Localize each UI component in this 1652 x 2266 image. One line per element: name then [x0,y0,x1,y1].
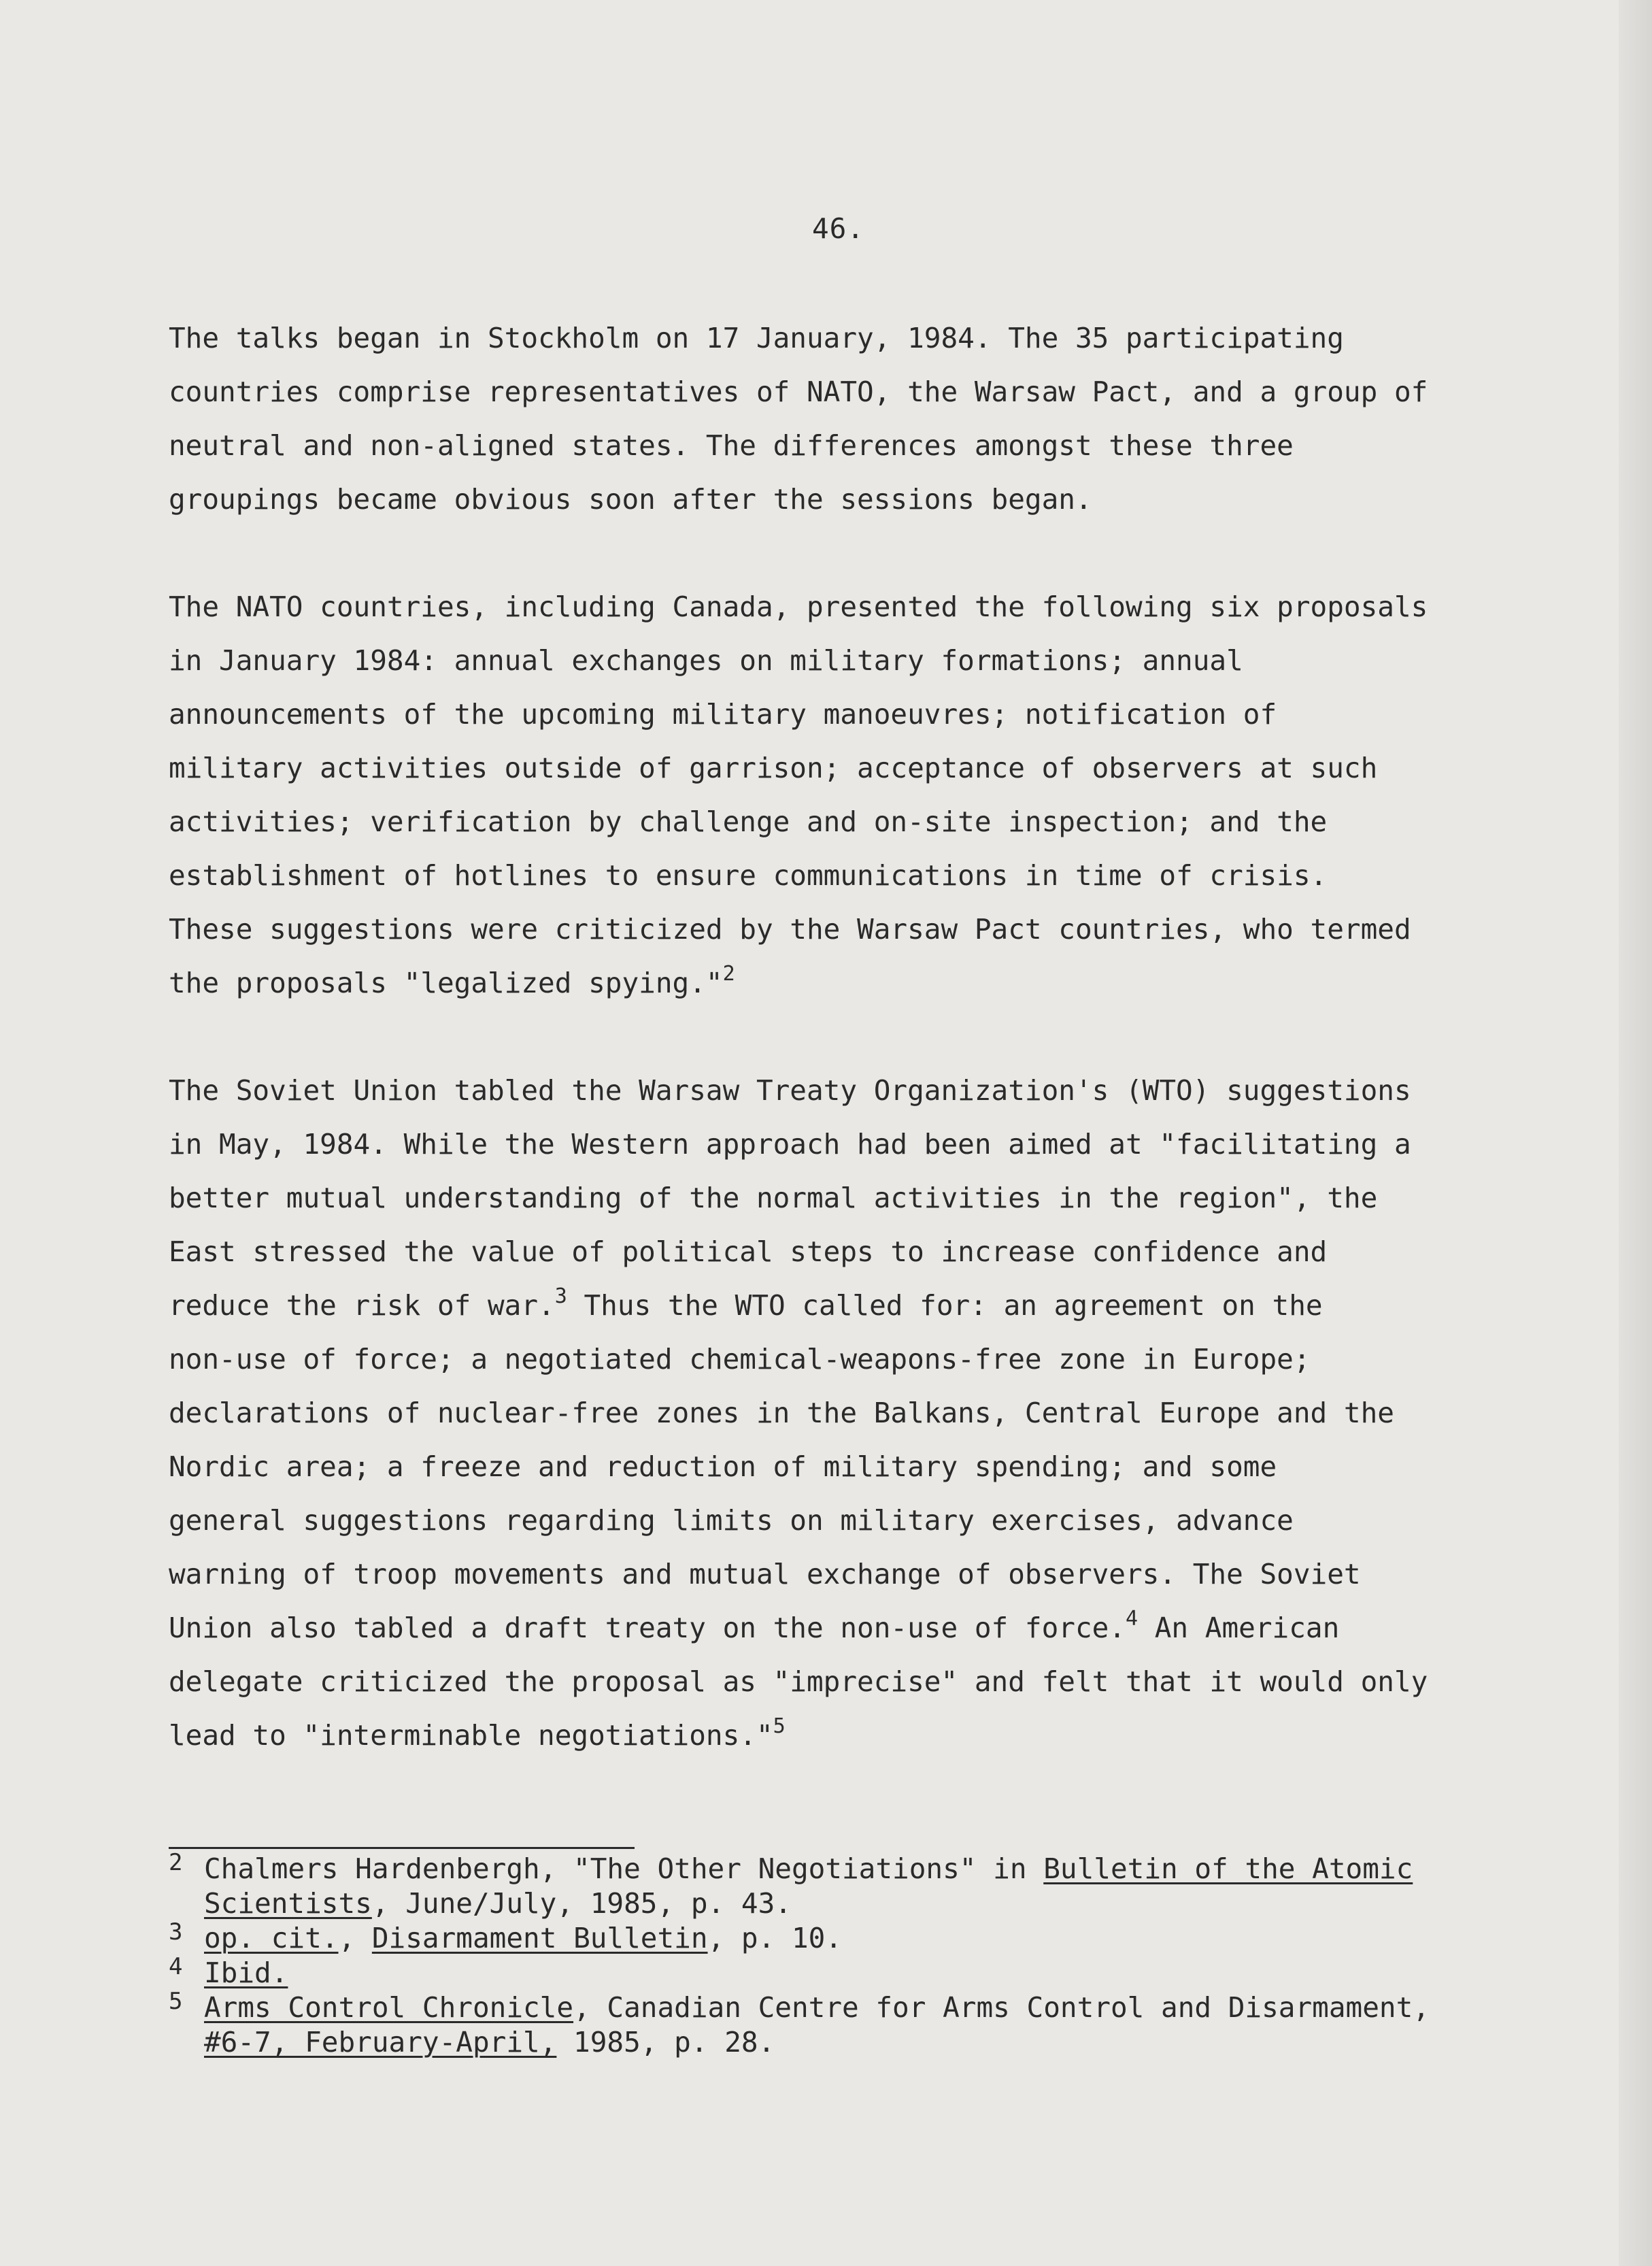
footnote-title: Bulletin of the Atomic [1043,1852,1413,1885]
paragraph-2 [169,580,1428,1010]
page-number: 46. [812,212,865,245]
text-line [169,1279,1428,1333]
text-line: The Soviet Union tabled the Warsaw Treaty Organization's (WTO) suggestions [169,1074,1411,1107]
text-line: activities; verification by challenge and on-site inspection; and the [169,805,1328,838]
text-segment: Thus the WTO called for: an agreement on the [567,1289,1323,1322]
text-line: declarations of nuclear-free zones in the Balkans, Central Europe and the [169,1397,1394,1429]
text-line: countries comprise representatives of NATO, the Warsaw Pact, and a group of [169,376,1428,408]
text-line: non-use of force; a negotiated chemical-weapons-free zone in Europe; [169,1343,1311,1376]
text-line: announcements of the upcoming military manoeuvres; notification of [169,698,1277,731]
footnote-text: Chalmers Hardenbergh, "The Other Negotiations" in [204,1852,1044,1885]
footnote-4: 4 Ibid. [169,1953,288,1989]
footnote-title: Arms Control Chronicle [204,1991,574,2024]
footnote-5-cont [169,2025,1583,2060]
footnote-3: 3 op. cit., Disarmament Bulletin, p. 10. [169,1918,843,1954]
text-line: These suggestions were criticized by the Warsaw Pact countries, who termed [169,913,1411,946]
text-line: better mutual understanding of the normal activities in the region", the [169,1182,1378,1214]
footnote-ref-3: 3 [554,1284,567,1308]
text-line: general suggestions regarding limits on military exercises, advance [169,1504,1294,1537]
text-line: in May, 1984. While the Western approach had been aimed at "facilitating a [169,1128,1411,1161]
text-segment: lead to "interminable negotiations." [169,1719,773,1752]
text-line: military activities outside of garrison; acceptance of observers at such [169,752,1378,784]
text-line: neutral and non-aligned states. The differences amongst these three [169,429,1294,462]
footnote-5: 5 Arms Control Chronicle, Canadian Centre for Arms Control and Disarmament, [169,1988,1430,2024]
text-segment: reduce the risk of war. [169,1289,555,1322]
text-line [169,956,1428,1010]
footnote-text: , p. 10. [707,1922,843,1954]
text-line: The talks began in Stockholm on 17 January, 1984. The 35 participating [169,322,1344,354]
footnote-2: 2 Chalmers Hardenbergh, "The Other Negotiations" in Bulletin of the Atomic [169,1849,1413,1885]
paragraph-1 [169,312,1428,527]
page-edge-shadow [1619,0,1652,2266]
footnote-title: op. cit. [204,1922,339,1954]
footnotes [169,1849,1583,2060]
footnote-ref-5: 5 [773,1714,786,1738]
footnote-text: , Canadian Centre for Arms Control and Disarmament, [573,1991,1430,2024]
footnote-title: Scientists [204,1887,372,1920]
footnote-ref-2: 2 [722,962,735,986]
footnote-text: , June/July, 1985, p. 43. [371,1887,792,1920]
text-line: The NATO countries, including Canada, presented the following six proposals [169,590,1428,623]
text-line: warning of troop movements and mutual exchange of observers. The Soviet [169,1558,1361,1590]
text-line: East stressed the value of political steps to increase confidence and [169,1235,1328,1268]
text-line: establishment of hotlines to ensure communications in time of crisis. [169,859,1328,892]
footnote-text: , [338,1922,372,1954]
text-segment: the proposals "legalized spying." [169,967,723,999]
text-line: groupings became obvious soon after the sessions began. [169,483,1092,516]
text-line [169,1601,1428,1655]
footnote-title: Ibid. [204,1956,288,1989]
footnote-title: #6-7, February-April, [204,2026,557,2059]
footnote-2-cont [169,1886,1583,1921]
text-line: delegate criticized the proposal as "imprecise" and felt that it would only [169,1665,1428,1698]
text-line: Nordic area; a freeze and reduction of military spending; and some [169,1450,1277,1483]
paragraph-3 [169,1064,1428,1763]
text-segment: An American [1138,1612,1340,1644]
text-line: in January 1984: annual exchanges on military formations; annual [169,644,1243,677]
footnote-divider [169,1847,635,1849]
text-line [169,1709,1428,1763]
footnote-text: 1985, p. 28. [556,2026,775,2059]
footnote-ref-4: 4 [1126,1607,1139,1631]
text-segment: Union also tabled a draft treaty on the non-use of force. [169,1612,1126,1644]
footnote-title: Disarmament Bulletin [371,1922,708,1954]
